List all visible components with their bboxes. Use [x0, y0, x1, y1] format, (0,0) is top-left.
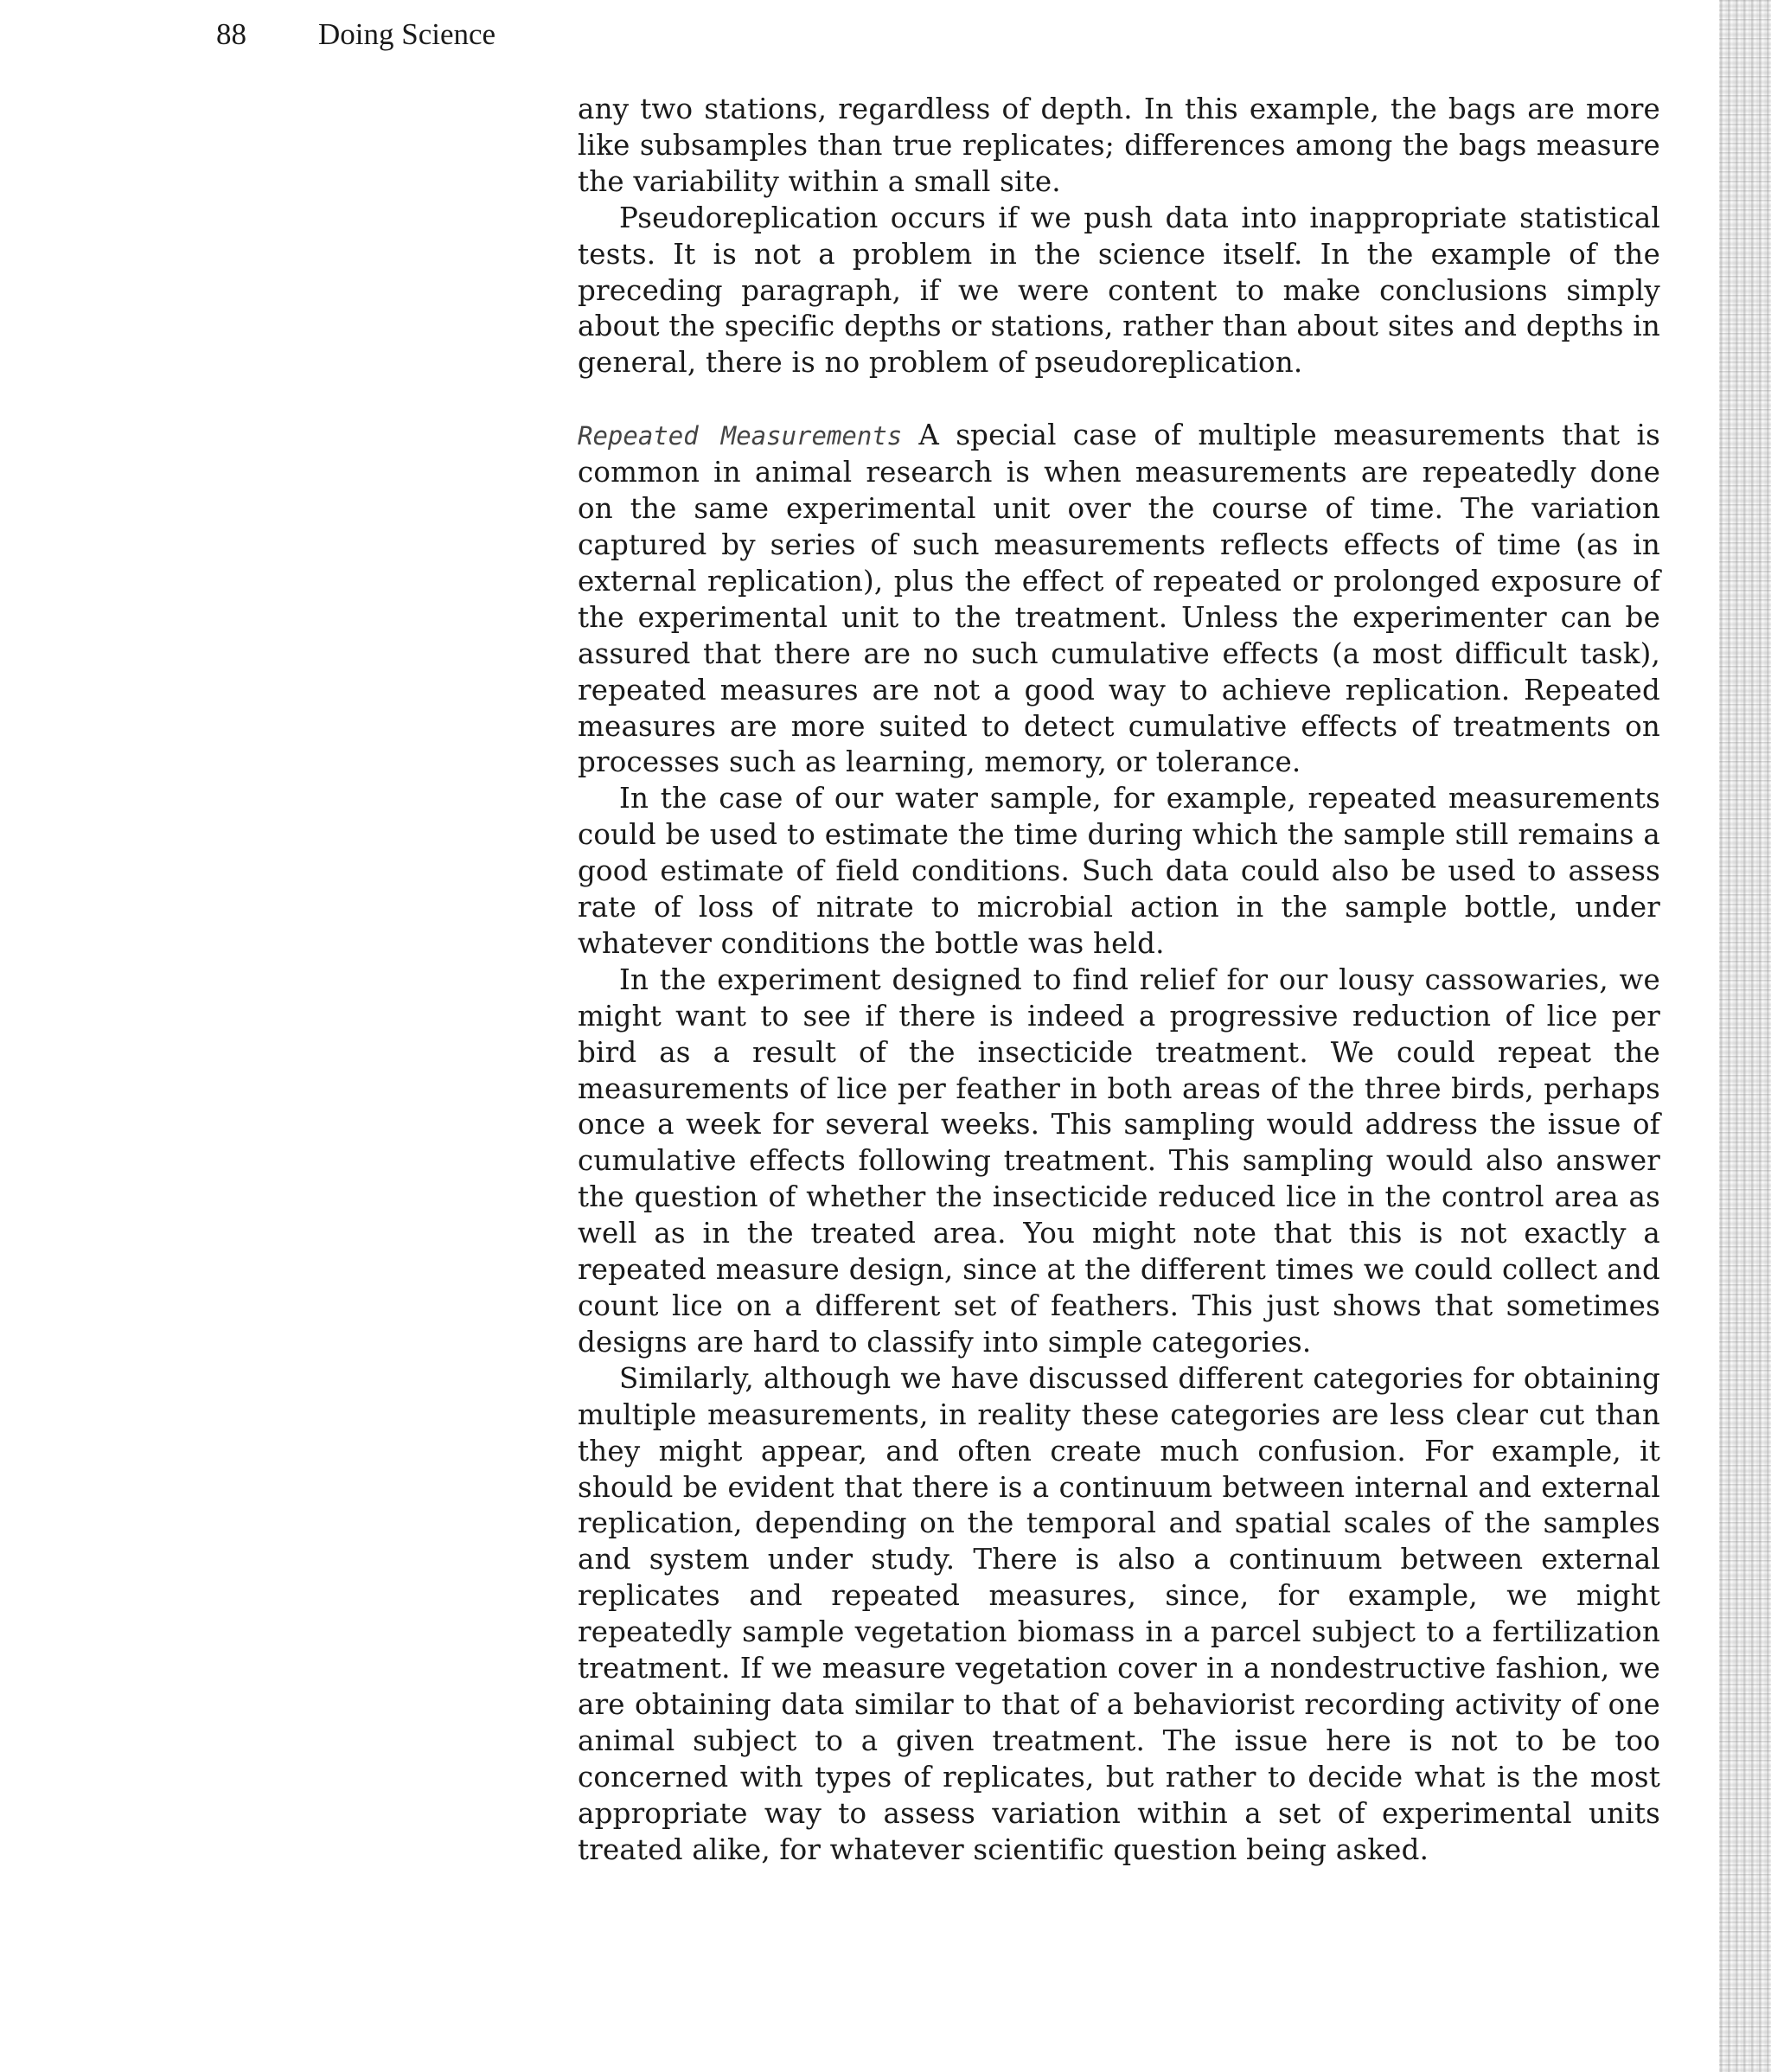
paragraph-5: In the experiment designed to find relief for our lousy cassowaries, we might want to see if there is indeed a progressive reduction of lice per bird as a result of the insecticide treatment. We could repeat the measurements of lice per feather in both areas of the three birds, perhaps once a week for several weeks. This sampling would address the issue of cumulative effects following treatment. This sampling would also answer the question of whether the insecticide reduced lice in the control area as well as in the treated area. You might note that this is not exactly a repeated measure design, since at the different times we could collect and count lice on a different set of feathers. This just shows that sometimes designs are hard to classify into simple categories.	[578, 962, 1660, 1359]
paragraph-1: any two stations, regardless of depth. In this example, the bags are more like subsamples than true replicates; differences among the bags measure the variability within a small site.	[578, 93, 1660, 198]
paragraph-4: In the case of our water sample, for example, repeated measurements could be used to estimate the time during which the sample still remains a good estimate of field conditions. Such data could also be used to assess rate of loss of nitrate to microbial action in the sample bottle, under whatever conditions the bottle was held.	[578, 782, 1660, 960]
page-number: 88	[216, 17, 246, 51]
paragraph-2: Pseudoreplication occurs if we push data into inappropriate statistical tests. It is not a problem in the science itself. In the example of the preceding paragraph, if we were content to make conclusions simply about the specific depths or stations, rather than about sites and depths in general, there is no problem of pseudoreplication.	[578, 201, 1660, 380]
section-heading: Repeated Measurements	[578, 421, 903, 451]
running-head	[216, 17, 495, 52]
paragraph-3	[578, 418, 1660, 781]
book-title: Doing Science	[318, 17, 496, 51]
scan-edge-artifact	[1719, 0, 1771, 2072]
body-text	[578, 92, 1660, 1869]
paragraph-3-text: A special case of multiple measurements that is common in animal research is when measurements are repeatedly done on the same experimental unit over the course of time. The variation captured by series of such measurements reflects effects of time (as in external replication), plus the effect of repeated or prolonged exposure of the experimental unit to the treatment. Unless the experimenter can be assured that there are no such cumulative effects (a most difficult task), repeated measures are not a good way to achieve replication. Repeated measures are more suited to detect cumulative effects of treatments on processes such as learning, memory, or tolerance.	[578, 419, 1660, 779]
paragraph-6: Similarly, although we have discussed different categories for obtaining multiple measurements, in reality these categories are less clear cut than they might appear, and often create much confusion. For example, it should be evident that there is a continuum between internal and external replication, depending on the temporal and spatial scales of the samples and system under study. There is also a continuum between external replicates and repeated measures, since, for example, we might repeatedly sample vegetation biomass in a parcel subject to a fertilization treatment. If we measure vegetation cover in a nondestructive fashion, we are obtaining data similar to that of a behaviorist recording activity of one animal subject to a given treatment. The issue here is not to be too concerned with types of replicates, but rather to decide what is the most appropriate way to assess variation within a set of experimental units treated alike, for whatever scientific question being asked.	[578, 1361, 1660, 1866]
